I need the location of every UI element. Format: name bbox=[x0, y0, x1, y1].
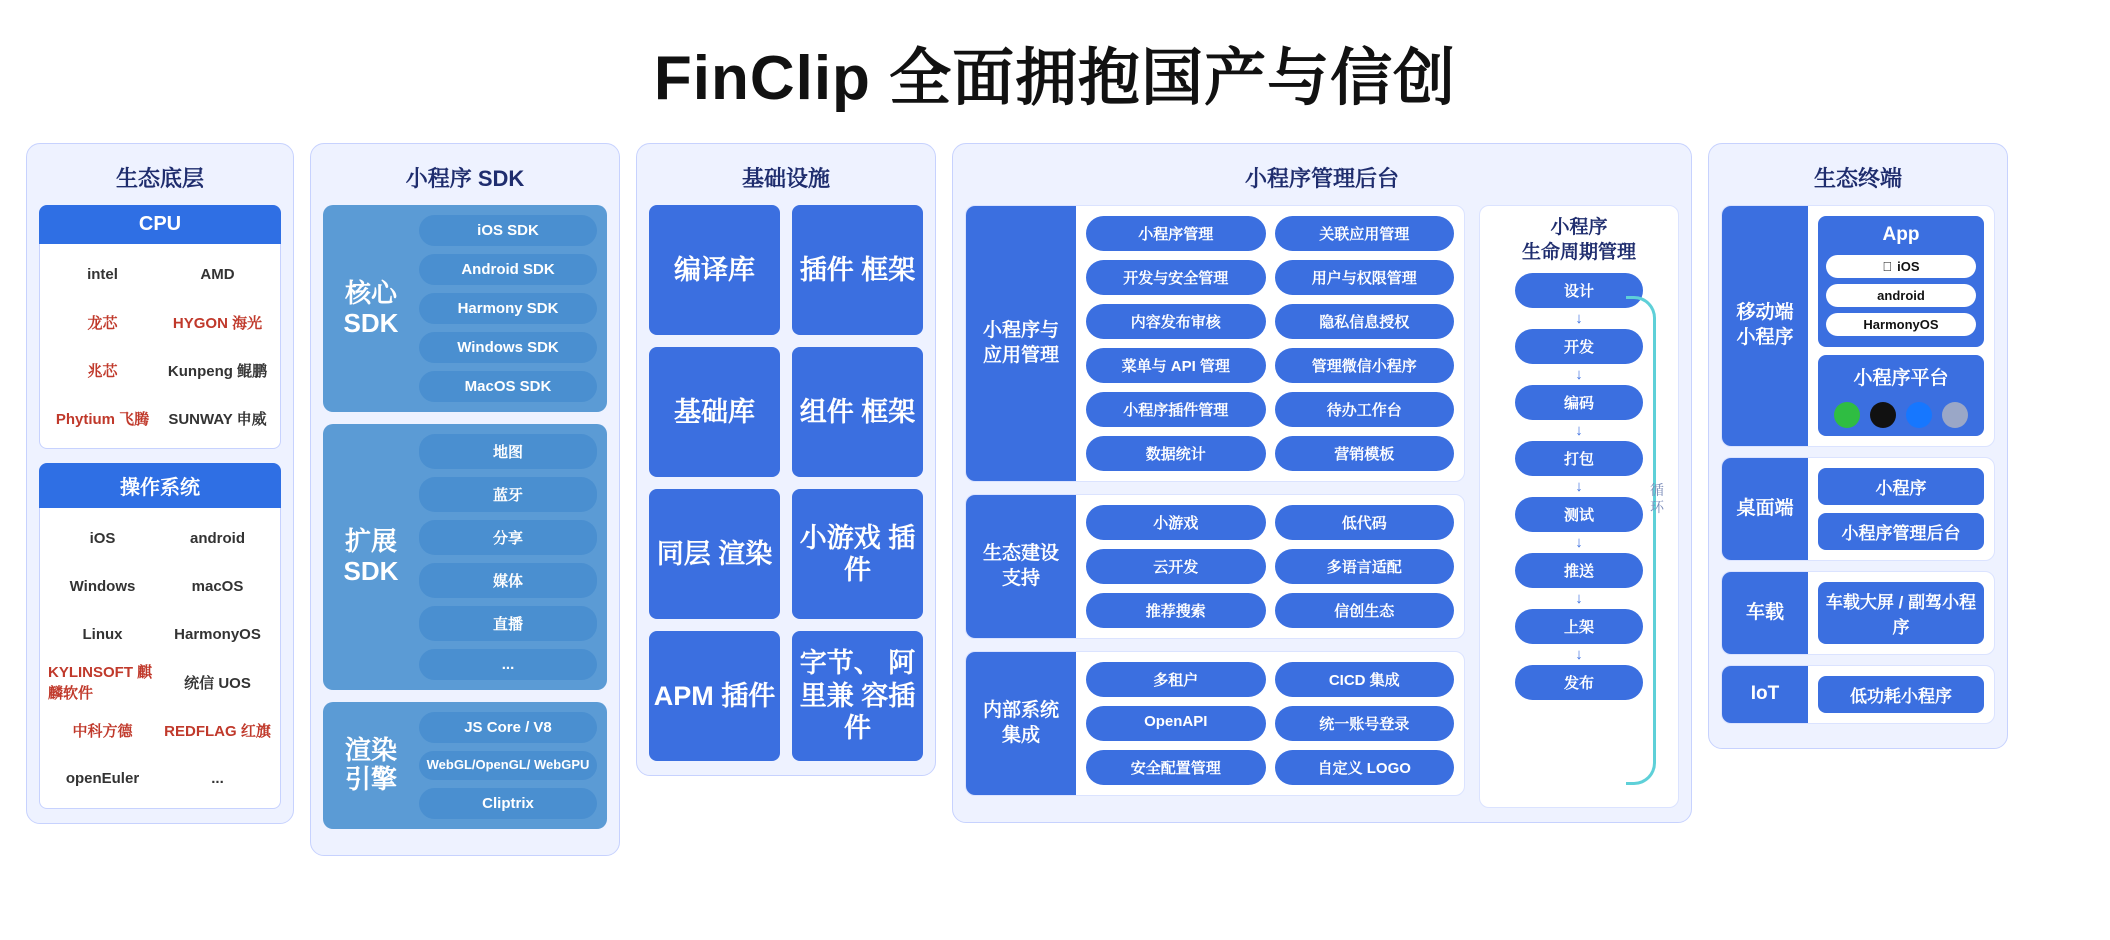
admin-item[interactable]: 云开发 bbox=[1086, 549, 1266, 584]
platform-pill-harmonyos[interactable]: HarmonyOS bbox=[1826, 313, 1976, 336]
terminal-item[interactable]: 小程序管理后台 bbox=[1818, 513, 1984, 550]
wechat-icon[interactable] bbox=[1834, 402, 1860, 428]
loop-label: 循 环 bbox=[1650, 482, 1664, 515]
os-header: 操作系统 bbox=[39, 463, 281, 508]
cpu-logo: AMD bbox=[200, 265, 235, 283]
admin-row bbox=[965, 494, 1465, 639]
sdk-item[interactable]: iOS SDK bbox=[419, 215, 597, 246]
platform-pill-ios[interactable]: iOS bbox=[1826, 255, 1976, 278]
platform-pill-android[interactable]: android bbox=[1826, 284, 1976, 307]
sdk-item[interactable]: Harmony SDK bbox=[419, 293, 597, 324]
admin-item[interactable]: 推荐搜索 bbox=[1086, 593, 1266, 628]
infra-item[interactable]: 编译库 bbox=[649, 205, 780, 335]
infra-item[interactable]: 组件 框架 bbox=[792, 347, 923, 477]
admin-item[interactable]: 用户与权限管理 bbox=[1275, 260, 1455, 295]
render-item[interactable]: WebGL/OpenGL/ WebGPU bbox=[419, 751, 597, 780]
cpu-logo: intel bbox=[87, 265, 118, 283]
admin-item[interactable]: 数据统计 bbox=[1086, 436, 1266, 471]
cpu-header: CPU bbox=[39, 205, 281, 244]
lifecycle-step[interactable]: 设计 bbox=[1515, 273, 1643, 308]
os-logo: 中科方德 bbox=[72, 722, 133, 740]
panel-terminals bbox=[1708, 143, 2008, 749]
cpu-logo: SUNWAY 申威 bbox=[168, 410, 267, 428]
arrow-down-icon: ↓ bbox=[1575, 478, 1583, 496]
cpu-card bbox=[39, 244, 281, 449]
admin-row-label: 生态建设 支持 bbox=[966, 495, 1076, 638]
panel-infrastructure bbox=[636, 143, 936, 776]
alipay-icon[interactable] bbox=[1906, 402, 1932, 428]
os-logo: android bbox=[190, 529, 245, 547]
terminal-block-iot bbox=[1721, 665, 1995, 724]
lifecycle-step[interactable]: 上架 bbox=[1515, 609, 1643, 644]
arrow-down-icon: ↓ bbox=[1575, 590, 1583, 608]
sdk-item[interactable]: 媒体 bbox=[419, 563, 597, 598]
admin-item[interactable]: 安全配置管理 bbox=[1086, 750, 1266, 785]
panel-title-ecosystem-base: 生态底层 bbox=[115, 166, 204, 191]
os-logo: 统信 UOS bbox=[184, 674, 251, 692]
admin-item[interactable]: 关联应用管理 bbox=[1275, 216, 1455, 251]
sdk-group-label: 扩展 SDK bbox=[343, 526, 399, 586]
admin-row-label: 小程序与 应用管理 bbox=[966, 206, 1076, 481]
lifecycle-step[interactable]: 发布 bbox=[1515, 665, 1643, 700]
terminal-block-mobile bbox=[1721, 205, 1995, 447]
os-logo: macOS bbox=[191, 577, 244, 595]
admin-item[interactable]: 多租户 bbox=[1086, 662, 1266, 697]
terminal-label: IoT bbox=[1722, 666, 1808, 723]
lifecycle-step[interactable]: 编码 bbox=[1515, 385, 1643, 420]
sdk-item[interactable]: 蓝牙 bbox=[419, 477, 597, 512]
terminal-block-vehicle bbox=[1721, 571, 1995, 655]
admin-item[interactable]: 开发与安全管理 bbox=[1086, 260, 1266, 295]
admin-item[interactable]: 信创生态 bbox=[1275, 593, 1455, 628]
lifecycle-title: 小程序 生命周期管理 bbox=[1521, 217, 1636, 263]
os-logo: KYLINSOFT 麒麟软件 bbox=[48, 664, 153, 702]
sdk-item[interactable]: 直播 bbox=[419, 606, 597, 641]
infra-item[interactable]: 插件 框架 bbox=[792, 205, 923, 335]
infra-item[interactable]: 同层 渲染 bbox=[649, 489, 780, 619]
sdk-item[interactable]: 地图 bbox=[419, 434, 597, 469]
lifecycle-panel bbox=[1479, 205, 1679, 808]
render-item[interactable]: JS Core / V8 bbox=[419, 712, 597, 743]
os-logo: HarmonyOS bbox=[174, 625, 261, 643]
sdk-item-more[interactable]: ... bbox=[419, 649, 597, 680]
app-card bbox=[1818, 216, 1984, 347]
render-item[interactable]: Cliptrix bbox=[419, 788, 597, 819]
more-icon[interactable] bbox=[1942, 402, 1968, 428]
os-logo: iOS bbox=[89, 529, 116, 547]
sdk-group-label: 渲染 引擎 bbox=[344, 734, 397, 795]
admin-item[interactable]: OpenAPI bbox=[1086, 706, 1266, 741]
terminal-label: 车载 bbox=[1722, 572, 1808, 654]
loop-curve-icon bbox=[1626, 296, 1656, 785]
lifecycle-step[interactable]: 开发 bbox=[1515, 329, 1643, 364]
arrow-down-icon: ↓ bbox=[1575, 310, 1583, 328]
admin-item[interactable]: 低代码 bbox=[1275, 505, 1455, 540]
terminal-item[interactable]: 小程序 bbox=[1818, 468, 1984, 505]
os-card bbox=[39, 508, 281, 809]
infra-item[interactable]: APM 插件 bbox=[649, 631, 780, 761]
app-card-header: App bbox=[1882, 224, 1920, 245]
admin-row bbox=[965, 651, 1465, 796]
arrow-down-icon: ↓ bbox=[1575, 422, 1583, 440]
cpu-logo: HYGON 海光 bbox=[172, 314, 263, 332]
lifecycle-step[interactable]: 测试 bbox=[1515, 497, 1643, 532]
terminal-label: 桌面端 bbox=[1722, 458, 1808, 560]
infra-item[interactable]: 基础库 bbox=[649, 347, 780, 477]
cpu-logo: Phytium 飞腾 bbox=[55, 410, 150, 428]
panel-ecosystem-base bbox=[26, 143, 294, 824]
admin-item[interactable]: 统一账号登录 bbox=[1275, 706, 1455, 741]
admin-row-label: 内部系统 集成 bbox=[966, 652, 1076, 795]
sdk-group-extension bbox=[323, 424, 607, 690]
sdk-item[interactable]: 分享 bbox=[419, 520, 597, 555]
sdk-group-label: 核心 SDK bbox=[343, 277, 399, 338]
admin-item[interactable]: 营销模板 bbox=[1275, 436, 1455, 471]
diagram-board bbox=[0, 117, 2110, 856]
sdk-item[interactable]: Android SDK bbox=[419, 254, 597, 285]
douyin-icon[interactable] bbox=[1870, 402, 1896, 428]
sdk-group-core bbox=[323, 205, 607, 412]
admin-row bbox=[965, 205, 1465, 482]
cpu-logo: 兆芯 bbox=[87, 362, 118, 380]
terminal-block-desktop bbox=[1721, 457, 1995, 561]
admin-item[interactable]: 菜单与 API 管理 bbox=[1086, 348, 1266, 383]
os-logo: Windows bbox=[69, 577, 136, 595]
arrow-down-icon: ↓ bbox=[1575, 534, 1583, 552]
terminal-label: 移动端 小程序 bbox=[1722, 206, 1808, 446]
admin-item[interactable]: CICD 集成 bbox=[1275, 662, 1455, 697]
panel-title-sdk: 小程序 SDK bbox=[405, 166, 525, 191]
panel-title-terminals: 生态终端 bbox=[1813, 166, 1902, 191]
arrow-down-icon: ↓ bbox=[1575, 366, 1583, 384]
admin-item[interactable]: 管理微信小程序 bbox=[1275, 348, 1455, 383]
miniapp-platform-card bbox=[1818, 355, 1984, 436]
sdk-item[interactable]: MacOS SDK bbox=[419, 371, 597, 402]
admin-item[interactable]: 小程序管理 bbox=[1086, 216, 1266, 251]
os-logo: Linux bbox=[82, 625, 123, 643]
sdk-item[interactable]: Windows SDK bbox=[419, 332, 597, 363]
admin-item[interactable]: 待办工作台 bbox=[1275, 392, 1455, 427]
arrow-down-icon: ↓ bbox=[1575, 646, 1583, 664]
terminal-item[interactable]: 低功耗小程序 bbox=[1818, 676, 1984, 713]
admin-item[interactable]: 自定义 LOGO bbox=[1275, 750, 1455, 785]
os-logo-more: ... bbox=[211, 769, 224, 787]
panel-sdk bbox=[310, 143, 620, 856]
panel-title-admin-backend: 小程序管理后台 bbox=[1244, 166, 1399, 191]
lifecycle-step[interactable]: 打包 bbox=[1515, 441, 1643, 476]
panel-admin-backend bbox=[952, 143, 1692, 823]
cpu-logo: 龙芯 bbox=[87, 314, 118, 332]
infra-item[interactable]: 字节、 阿里兼 容插件 bbox=[792, 631, 923, 761]
lifecycle-step[interactable]: 推送 bbox=[1515, 553, 1643, 588]
apple-icon bbox=[1882, 259, 1892, 274]
cpu-logo: Kunpeng 鲲鹏 bbox=[167, 362, 268, 380]
admin-item[interactable]: 小程序插件管理 bbox=[1086, 392, 1266, 427]
admin-item[interactable]: 小游戏 bbox=[1086, 505, 1266, 540]
os-logo: REDFLAG 红旗 bbox=[164, 722, 271, 740]
sdk-group-render bbox=[323, 702, 607, 829]
os-logo: openEuler bbox=[65, 769, 140, 787]
infra-item[interactable]: 小游戏 插件 bbox=[792, 489, 923, 619]
admin-item[interactable]: 隐私信息授权 bbox=[1275, 304, 1455, 339]
platform-card-header: 小程序平台 bbox=[1853, 368, 1949, 389]
admin-item[interactable]: 内容发布审核 bbox=[1086, 304, 1266, 339]
terminal-item[interactable]: 车载大屏 / 副驾小程序 bbox=[1818, 582, 1984, 644]
page-title: FinClip 全面拥抱国产与信创 bbox=[653, 44, 1457, 113]
panel-title-infrastructure: 基础设施 bbox=[741, 166, 830, 191]
admin-item[interactable]: 多语言适配 bbox=[1275, 549, 1455, 584]
